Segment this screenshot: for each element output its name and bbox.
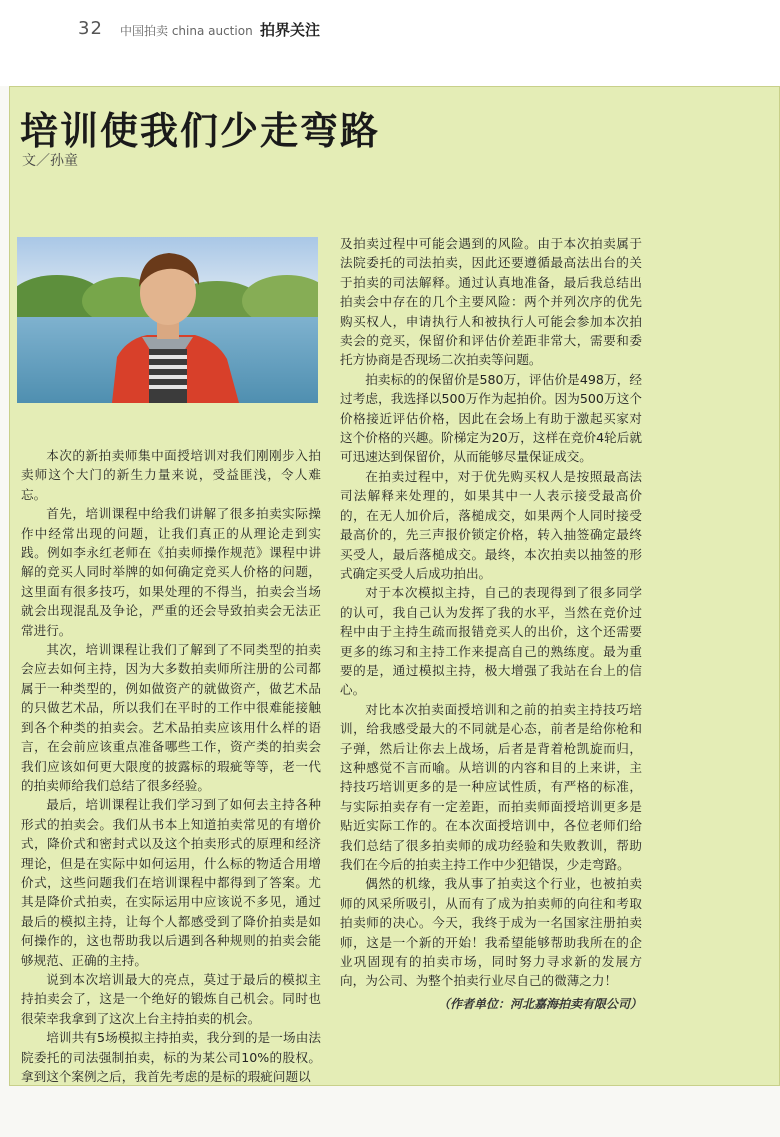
article-left-column bbox=[21, 446, 321, 1086]
portrait-photo-icon bbox=[17, 237, 318, 403]
paragraph: 首先，培训课程中给我们讲解了很多拍卖实际操作中经常出现的问题，让我们真正的从理论走到实践。例如李永红老师在《拍卖师操作规范》课程中讲解的竞买人同时举牌的如何确定竞买人价格的问题，这里面有很多技巧，如果处理的不得当，拍卖会当场就会出现混乱及争论，严重的还会导致拍卖会无法正常进行。 bbox=[21, 506, 321, 638]
paragraph: 对比本次拍卖面授培训和之前的拍卖主持技巧培训，给我感受最大的不同就是心态，前者是给你枪和子弹，然后让你去上战场，后者是背着枪凯旋而归，这种感觉不言而喻。从培训的内容和目的上来讲，主持技巧培训更多的是一种应试性质，有严格的标准，与实际拍卖存有一定差距，而拍卖师面授培训更多是贴近实际工作的。在本次面授培训中，各位老师们给我们总结了很多拍卖师的成功经验和失败教训，帮助我们在今后的拍卖主持工作中少犯错误，少走弯路。 bbox=[340, 701, 642, 872]
paragraph: 本次的新拍卖师集中面授培训对我们刚刚步入拍卖师这个大门的新生力量来说，受益匪浅，令人难忘。 bbox=[21, 448, 321, 502]
paragraph: 在拍卖过程中，对于优先购买权人是按照最高法司法解释来处理的，如果其中一人表示接受最高价的，在无人加价后，落槌成交，如果两个人同时接受最高价的，先三声报价锁定价格，转入抽签确定最终买受人，最后落槌成交。最终，本次拍卖以抽签的形式确定买受人后成功拍出。 bbox=[340, 468, 642, 581]
paragraph-continued: 及拍卖过程中可能会遇到的风险。由于本次拍卖属于法院委托的司法拍卖，因此还要遵循最高法出台的关于拍卖的司法解释。通过认真地准备，最后我总结出拍卖会中存在的几个主要风险：两个并列次序的优先购买权人，申请执行人和被执行人可能会参加本次拍卖会的竞买，保留价和评估价差距非常大，需要和委托方协商是否现场二次拍卖等问题。 bbox=[340, 236, 642, 368]
paragraph: 偶然的机缘，我从事了拍卖这个行业，也被拍卖师的风采所吸引，从而有了成为拍卖师的向往和考取拍卖师的决心。今天，我终于成为一名国家注册拍卖师，这是一个新的开始！我希望能够帮助我所在的企业巩固现有的拍卖市场，同时努力寻求新的发展方向，为公司、为整个拍卖行业尽自己的微薄之力！ bbox=[340, 876, 642, 989]
paragraph: 说到本次培训最大的亮点，莫过于最后的模拟主持拍卖会了，这是一个绝好的锻炼自己机会。同时也很荣幸我拿到了这次上台主持拍卖的机会。 bbox=[21, 971, 321, 1026]
page-header bbox=[0, 0, 780, 86]
paragraph: 培训共有5场模拟主持拍卖，我分到的是一场由法院委托的司法强制拍卖，标的为某公司10%的股权。拿到这个案例之后，我首先考虑的是标的瑕疵问题以 bbox=[21, 1030, 321, 1084]
paragraph: 对于本次模拟主持，自己的表现得到了很多同学的认可，我自己认为发挥了我的水平，当然在竞价过程中由于主持生疏而报错竞买人的出价，这个还需要更多的练习和主持工作来提高自己的熟练度。最为重要的是，通过模拟主持，极大增强了我站在台上的信心。 bbox=[340, 585, 642, 698]
magazine-name: 中国拍卖 china auction bbox=[120, 24, 253, 38]
section-title: 拍界关注 bbox=[260, 21, 321, 39]
article-right-column bbox=[340, 234, 642, 1014]
page-number: 32 bbox=[78, 18, 103, 39]
paragraph: 其次，培训课程让我们了解到了不同类型的拍卖会应去如何主持，因为大多数拍卖师所注册的公司都属于一种类型的，例如做资产的就做资产，做艺术品的只做艺术品，所以我们在平时的工作中很难能接触到各个种类的拍卖会。艺术品拍卖应该用什么样的语言，在会前应该重点准备哪些工作，资产类的拍卖会我们应该如何更大限度的披露标的瑕疵等等，老一代的拍卖师给我们总结了很多经验。 bbox=[21, 642, 321, 793]
paragraph: 拍卖标的的保留价是580万，评估价是498万，经过考虑，我选择以500万作为起拍价。因为500万这个价格接近评估价格，因此在会场上有助于激起买家对这个价格的兴趣。阶梯定为20万，这样在竞价4轮后就可迅速达到保留价，从而能够尽量保证成交。 bbox=[340, 371, 642, 465]
article-title: 培训使我们少走弯路 bbox=[20, 108, 381, 153]
author-affiliation: （作者单位：河北嘉海拍卖有限公司） bbox=[437, 996, 642, 1011]
paragraph: 最后，培训课程让我们学习到了如何去主持各种形式的拍卖会。我们从书本上知道拍卖常见的有增价式，降价式和密封式以及这个拍卖形式的原理和经济理论，但是在实际中如何运用，什么标的物适合用增价式，这些问题我们在培训课程中都得到了答案。尤其是降价式拍卖，在实际运用中应该说不多见，通过最后的模拟主持，让每个人都感受到了降价拍卖是如何操作的，这也帮助我以后遇到各种规则的拍卖会能够规范、正确的主持。 bbox=[21, 797, 321, 968]
article-byline: 文／孙童 bbox=[22, 153, 78, 169]
